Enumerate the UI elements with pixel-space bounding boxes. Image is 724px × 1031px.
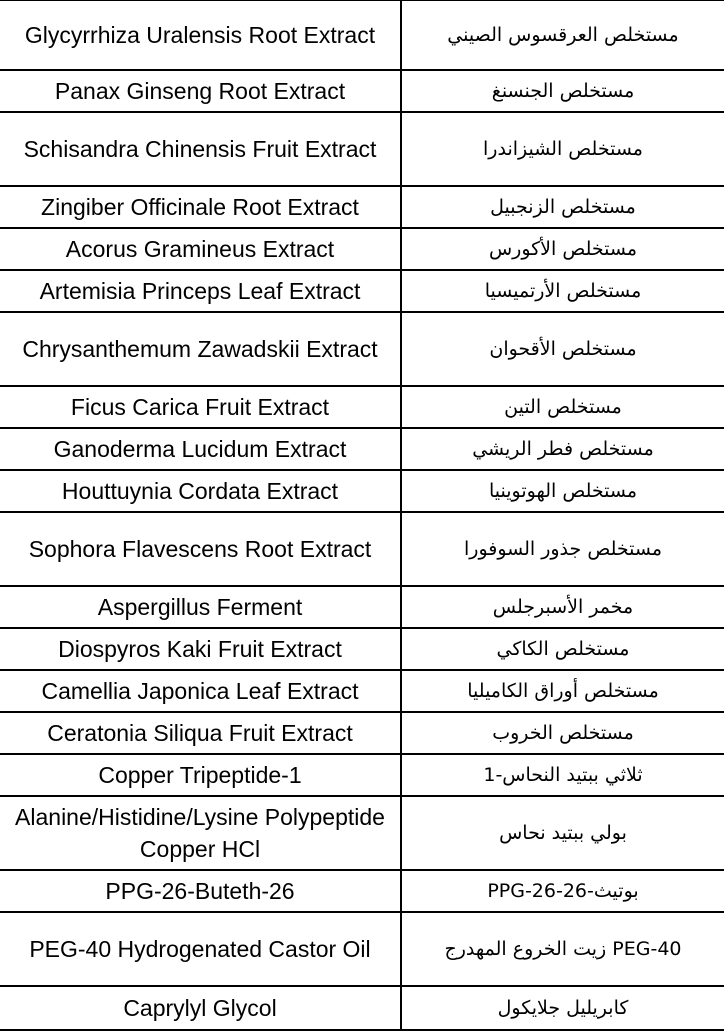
table-row	[0, 112, 724, 186]
table-row	[0, 912, 724, 986]
english-name-cell: PPG-26-Buteth-26	[0, 870, 401, 912]
arabic-name-cell: مستخلص الشيزاندرا	[401, 112, 724, 186]
arabic-name-cell: مستخلص فطر الريشي	[401, 428, 724, 470]
english-name-cell: Panax Ginseng Root Extract	[0, 70, 401, 112]
table-row	[0, 428, 724, 470]
table-row	[0, 270, 724, 312]
english-name-cell: PEG-40 Hydrogenated Castor Oil	[0, 912, 401, 986]
table-row	[0, 986, 724, 1030]
table-row	[0, 512, 724, 586]
table-row	[0, 386, 724, 428]
english-name-cell: Artemisia Princeps Leaf Extract	[0, 270, 401, 312]
english-name-cell: Camellia Japonica Leaf Extract	[0, 670, 401, 712]
english-name-cell: Ganoderma Lucidum Extract	[0, 428, 401, 470]
arabic-name-cell: مستخلص الكاكي	[401, 628, 724, 670]
arabic-name-cell: بوتيث-PPG-26-26	[401, 870, 724, 912]
arabic-name-cell: مستخلص الأكورس	[401, 228, 724, 270]
table-row	[0, 70, 724, 112]
arabic-name-cell: بولي ببتيد نحاس	[401, 796, 724, 870]
english-name-cell: Copper Tripeptide-1	[0, 754, 401, 796]
table-row	[0, 586, 724, 628]
english-name-cell: Ceratonia Siliqua Fruit Extract	[0, 712, 401, 754]
english-name-cell: Houttuynia Cordata Extract	[0, 470, 401, 512]
table-row	[0, 754, 724, 796]
arabic-name-cell: مستخلص الخروب	[401, 712, 724, 754]
english-name-cell: Ficus Carica Fruit Extract	[0, 386, 401, 428]
arabic-name-cell: مستخلص جذور السوفورا	[401, 512, 724, 586]
english-name-cell: Caprylyl Glycol	[0, 986, 401, 1030]
english-name-cell: Diospyros Kaki Fruit Extract	[0, 628, 401, 670]
english-name-cell: Schisandra Chinensis Fruit Extract	[0, 112, 401, 186]
table-row	[0, 0, 724, 70]
table-row	[0, 670, 724, 712]
table-row	[0, 870, 724, 912]
table-row	[0, 470, 724, 512]
arabic-name-cell: PEG-40 زيت الخروع المهدرج	[401, 912, 724, 986]
english-name-cell: Aspergillus Ferment	[0, 586, 401, 628]
arabic-name-cell: مستخلص الجنسنغ	[401, 70, 724, 112]
arabic-name-cell: مستخلص أوراق الكاميليا	[401, 670, 724, 712]
table-row	[0, 628, 724, 670]
arabic-name-cell: كابريليل جلايكول	[401, 986, 724, 1030]
english-name-cell: Glycyrrhiza Uralensis Root Extract	[0, 0, 401, 70]
table-row	[0, 312, 724, 386]
english-name-cell: Zingiber Officinale Root Extract	[0, 186, 401, 228]
arabic-name-cell: مستخلص الأقحوان	[401, 312, 724, 386]
english-name-cell: Acorus Gramineus Extract	[0, 228, 401, 270]
table-row	[0, 228, 724, 270]
english-name-cell: Alanine/Histidine/Lysine Polypeptide Copper HCl	[0, 796, 401, 870]
arabic-name-cell: مستخلص الزنجبيل	[401, 186, 724, 228]
arabic-name-cell: مستخلص الهوتوينيا	[401, 470, 724, 512]
arabic-name-cell: مخمر الأسبرجلس	[401, 586, 724, 628]
arabic-name-cell: مستخلص العرقسوس الصيني	[401, 0, 724, 70]
english-name-cell: Chrysanthemum Zawadskii Extract	[0, 312, 401, 386]
english-name-cell: Sophora Flavescens Root Extract	[0, 512, 401, 586]
table-row	[0, 796, 724, 870]
arabic-name-cell: مستخلص الأرتميسيا	[401, 270, 724, 312]
arabic-name-cell: ثلاثي ببتيد النحاس-1	[401, 754, 724, 796]
arabic-name-cell: مستخلص التين	[401, 386, 724, 428]
table-row	[0, 712, 724, 754]
table-row	[0, 186, 724, 228]
